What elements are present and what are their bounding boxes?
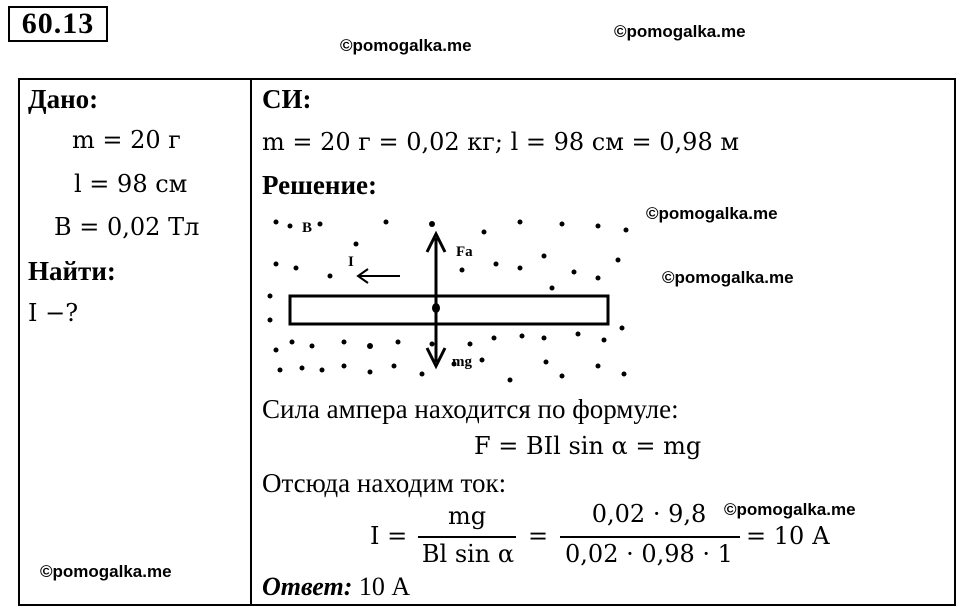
result-value: = 10 А (746, 522, 831, 550)
solution-title: Решение: (262, 170, 377, 200)
solution-text-2: Отсюда находим ток: (262, 468, 507, 498)
fraction-2-bar (560, 536, 740, 538)
solution-text-1: Сила ампера находится по формуле: (262, 394, 679, 424)
watermark: ©pomogalka.me (40, 562, 172, 581)
answer-label: Ответ: (262, 572, 353, 601)
label-mg: mg (452, 354, 472, 370)
watermark: ©pomogalka.me (340, 36, 472, 55)
label-I: I (348, 254, 354, 270)
fraction-2-denominator: 0,02 · 0,98 · 1 (565, 540, 733, 568)
watermark: ©pomogalka.me (662, 268, 794, 287)
fraction-1-denominator: Bl sin α (421, 540, 515, 568)
ampere-formula: F = BIl sin α = mg (474, 432, 702, 460)
given-title: Дано: (28, 84, 99, 114)
fraction-1-bar (418, 536, 516, 538)
answer-value: 10 А (358, 572, 411, 601)
watermark: ©pomogalka.me (646, 204, 778, 223)
watermark: ©pomogalka.me (724, 500, 856, 519)
given-field: B = 0,02 Тл (54, 213, 200, 241)
answer (262, 572, 410, 602)
column-divider (250, 78, 252, 606)
magnetic-field-dots (268, 220, 629, 383)
find-title: Найти: (28, 256, 116, 286)
conductor-rod (290, 296, 608, 324)
current-symbol: I = (370, 522, 408, 550)
equals-sign: = (528, 522, 549, 550)
label-B: B (302, 220, 313, 236)
fraction-2-numerator: 0,02 · 9,8 (591, 500, 707, 528)
label-Fa: Fa (456, 244, 473, 260)
conductor-diagram (262, 210, 642, 390)
si-conversion: m = 20 г = 0,02 кг; l = 98 см = 0,98 м (262, 128, 740, 156)
fraction-1-numerator: mg (447, 502, 487, 530)
watermark: ©pomogalka.me (614, 22, 746, 41)
given-length: l = 98 см (74, 170, 188, 198)
given-mass: m = 20 г (72, 126, 181, 154)
si-title: СИ: (262, 84, 312, 114)
problem-number: 60.13 (8, 6, 108, 42)
find-value: I −? (28, 299, 79, 327)
